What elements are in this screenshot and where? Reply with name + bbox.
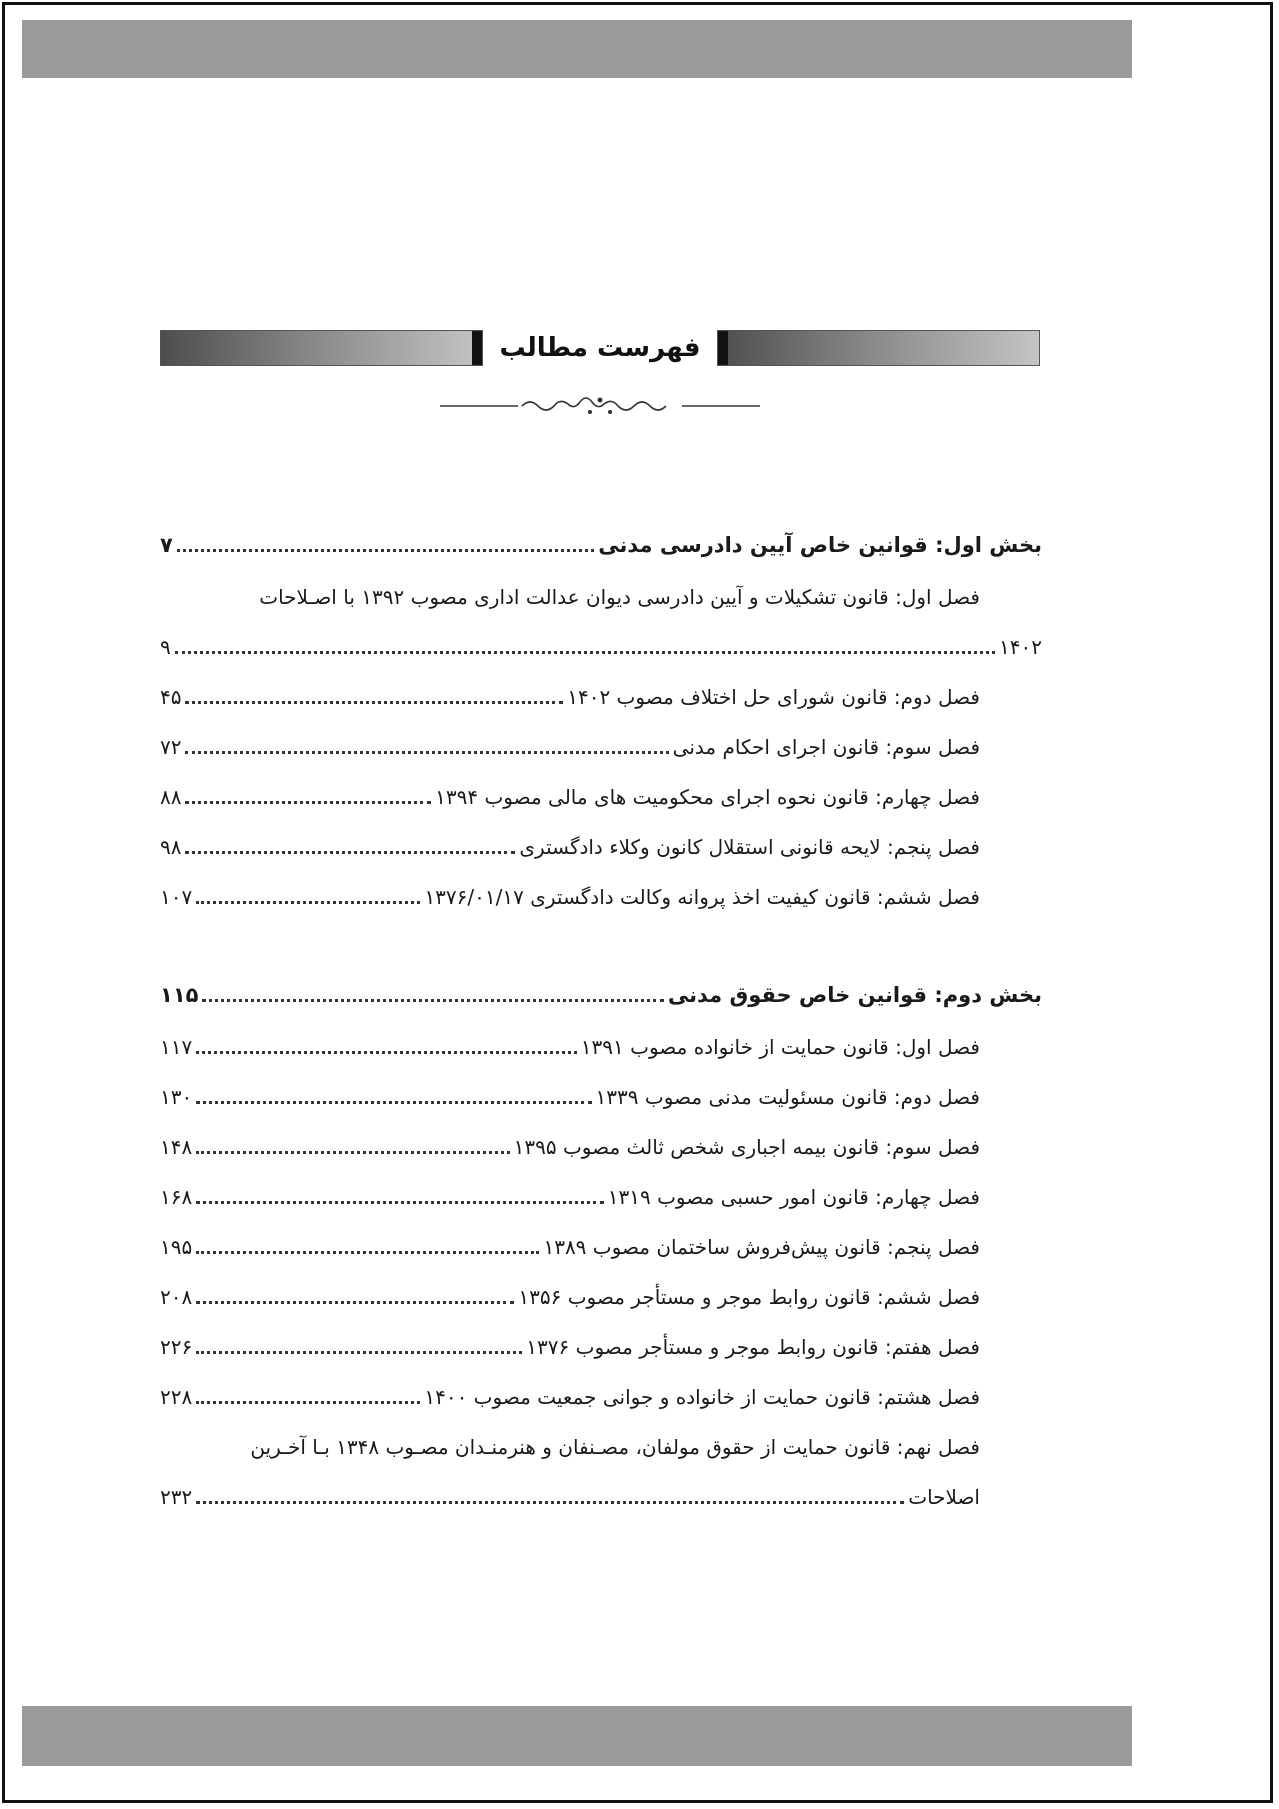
dot-leader [175,650,995,654]
dot-leader [196,1200,604,1204]
toc-chapter-1-3[interactable] [160,722,1042,762]
dot-leader [196,900,420,904]
toc-chapter-1-6[interactable] [160,872,1042,912]
chapter-label: فصل چهارم: قانون امور حسبی مصوب ۱۳۱۹ [607,1185,980,1209]
toc-chapter-2-2[interactable] [160,1072,1042,1112]
toc-chapter-2-3[interactable] [160,1122,1042,1162]
chapter-label: فصل دوم: قانون مسئولیت مدنی مصوب ۱۳۳۹ [595,1085,980,1109]
page-number: ۱۳۰ [160,1085,193,1109]
title-row [160,330,1040,366]
title-bar-right [717,330,1040,366]
dot-leader [196,1350,522,1354]
page-number: ۸۸ [160,785,182,809]
dot-leader [196,1300,514,1304]
page-number: ۱۰۷ [160,885,193,909]
dot-leader [196,1250,539,1254]
dot-leader [202,998,663,1002]
dot-leader [185,800,431,804]
toc-chapter-1-1[interactable] [160,572,1042,612]
chapter-label: فصل دوم: قانون شورای حل اختلاف مصوب ۱۴۰۲ [567,685,980,709]
toc-chapter-1-4[interactable] [160,772,1042,812]
toc-chapter-1-5[interactable] [160,822,1042,862]
toc-section-1[interactable] [160,520,1042,560]
toc-chapter-2-6[interactable] [160,1272,1042,1312]
page-number: ۹۸ [160,835,182,859]
page-number: ۲۲۸ [160,1385,193,1409]
dot-leader [185,850,515,854]
chapter-label-line1: فصل اول: قانون تشکیلات و آیین دادرسی دیوان عدالت اداری مصوب ۱۳۹۲ با اصـلاحات [259,585,980,609]
page-number: ۱۱۷ [160,1035,193,1059]
dot-leader [196,1400,420,1404]
toc-chapter-2-9-cont[interactable] [160,1472,1042,1512]
toc-section-2[interactable] [160,970,1042,1010]
header-band [22,20,1132,78]
chapter-label: فصل سوم: قانون بیمه اجباری شخص ثالث مصوب ۱۳۹۵ [513,1135,980,1159]
ornament-divider [440,394,760,418]
dot-leader [196,1100,591,1104]
page-number: ۷ [160,533,173,557]
page-number: ۲۲۶ [160,1335,193,1359]
page-number: ۲۳۲ [160,1485,193,1509]
section-label: بخش دوم: قوانین خاص حقوق مدنی [667,983,1042,1007]
toc-chapter-2-5[interactable] [160,1222,1042,1262]
chapter-label: فصل پنجم: لایحه قانونی استقلال کانون وکلاء دادگستری [519,835,980,859]
chapter-label: فصل هفتم: قانون روابط موجر و مستأجر مصوب ۱۳۷۶ [526,1335,980,1359]
chapter-label: فصل اول: قانون حمایت از خانواده مصوب ۱۳۹۱ [580,1035,980,1059]
chapter-label: فصل ششم: قانون روابط موجر و مستأجر مصوب ۱۳۵۶ [518,1285,980,1309]
chapter-label: فصل چهارم: قانون نحوه اجرای محکومیت های مالی مصوب ۱۳۹۴ [435,785,980,809]
dot-leader [185,750,668,754]
toc-chapter-2-4[interactable] [160,1172,1042,1212]
toc-chapter-2-9[interactable] [160,1422,1042,1462]
toc-chapter-2-8[interactable] [160,1372,1042,1412]
dot-leader [177,548,594,552]
dot-leader [196,1150,509,1154]
toc-chapter-2-7[interactable] [160,1322,1042,1362]
chapter-label: فصل هشتم: قانون حمایت از خانواده و جوانی جمعیت مصوب ۱۴۰۰ [424,1385,980,1409]
page-number: ۱۴۸ [160,1135,193,1159]
page-number: ۷۲ [160,735,182,759]
chapter-label: فصل ششم: قانون کیفیت اخذ پروانه وکالت دادگستری ۱۳۷۶/۰۱/۱۷ [424,885,980,909]
page-number: ۱۶۸ [160,1185,193,1209]
page-title: فهرست مطالب [499,333,701,363]
page-number: ۱۹۵ [160,1235,193,1259]
title-bar-left [160,330,483,366]
page-number: ۹ [160,635,171,659]
footer-band [22,1706,1132,1766]
chapter-label: فصل سوم: قانون اجرای احکام مدنی [672,735,980,759]
chapter-label-line2: ۱۴۰۲ [999,635,1042,659]
section-label: بخش اول: قوانین خاص آیین دادرسی مدنی [598,533,1042,557]
chapter-label-line2: اصلاحات [908,1485,980,1509]
dot-leader [196,1500,904,1504]
dot-leader [185,700,563,704]
toc-chapter-1-1-cont[interactable] [160,622,1042,662]
toc-chapter-2-1[interactable] [160,1022,1042,1062]
page-number: ۱۱۵ [160,983,199,1007]
page-number: ۲۰۸ [160,1285,193,1309]
chapter-label-line1: فصل نهم: قانون حمایت از حقوق مولفان، مصـنفان و هنرمنـدان مصـوب ۱۳۴۸ بـا آخـرین [250,1435,980,1459]
chapter-label: فصل پنجم: قانون پیش‌فروش ساختمان مصوب ۱۳۸۹ [543,1235,980,1259]
toc-chapter-1-2[interactable] [160,672,1042,712]
page-number: ۴۵ [160,685,182,709]
dot-leader [196,1050,577,1054]
